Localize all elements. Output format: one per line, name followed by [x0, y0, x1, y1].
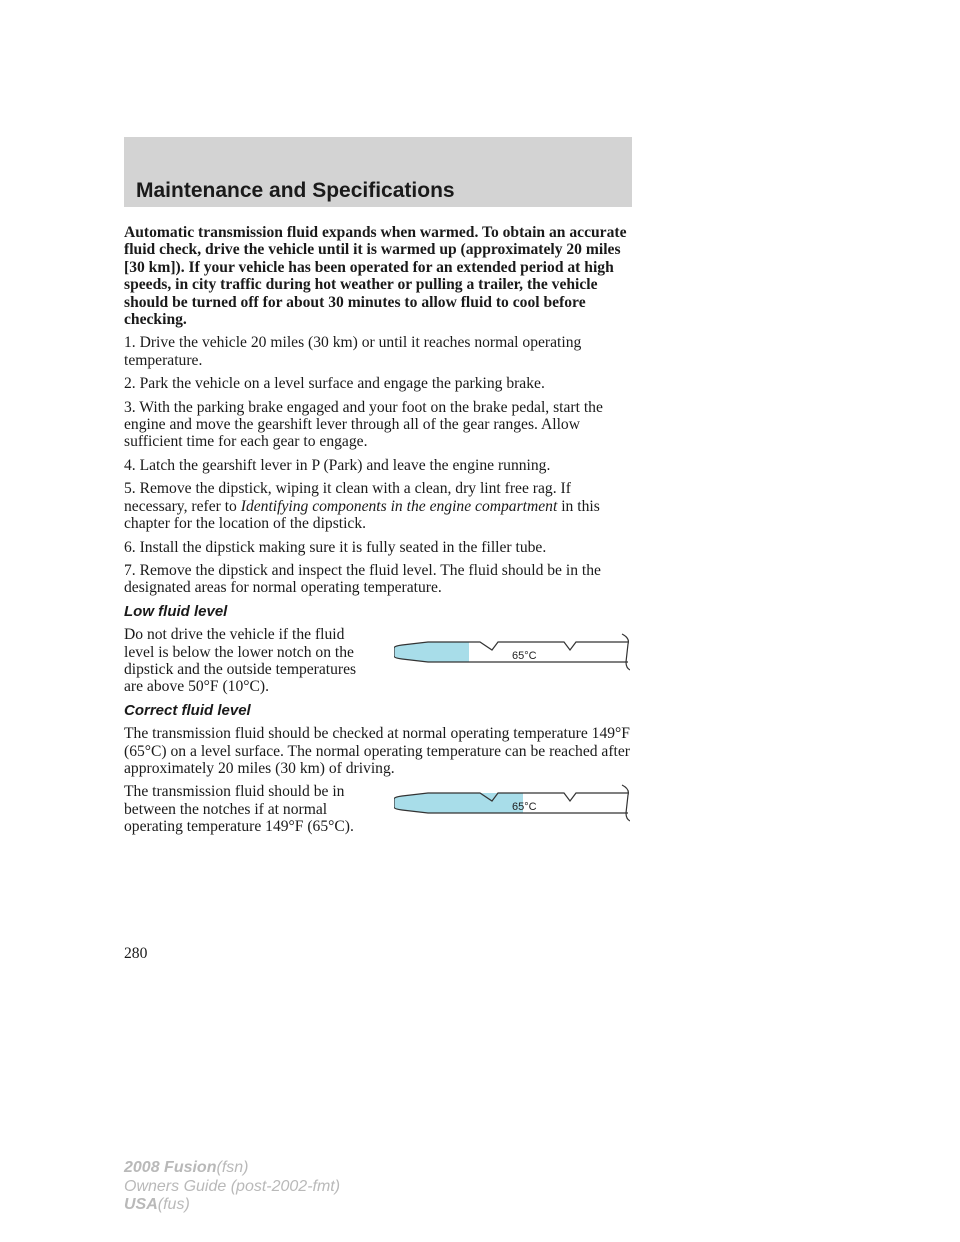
- step-4: 4. Latch the gearshift lever in P (Park) and leave the engine running.: [124, 456, 551, 474]
- footer-region-code: (fus): [157, 1196, 190, 1213]
- step-5-reference: Identifying components in the engine compartment: [240, 497, 558, 515]
- step-6: 6. Install the dipstick making sure it is fully seated in the filler tube.: [124, 538, 547, 556]
- step-7: 7. Remove the dipstick and inspect the fluid level. The fluid should be in the designated areas for normal operating temperature.: [124, 561, 601, 597]
- dipstick-correct-fill: [394, 793, 523, 813]
- footer-region: USA: [124, 1196, 158, 1213]
- footer-model-code: (fsn): [216, 1159, 249, 1176]
- dipstick-low-level-diagram: [394, 632, 630, 672]
- correct-fluid-heading: Correct fluid level: [124, 701, 251, 719]
- dipstick-correct-label: 65°C: [512, 801, 537, 814]
- step-5-text: 5. Remove the dipstick, wiping it clean with a clean, dry lint free rag. If necessary, refer to: [124, 480, 571, 515]
- dipstick-low-label: 65°C: [512, 650, 537, 663]
- step-5-text-end: in this chapter for the location of the dipstick.: [124, 497, 600, 533]
- footer-line-3: [124, 1196, 340, 1215]
- correct-fluid-text-1: The transmission fluid should be checked at normal operating temperature 149°F (65°C) on a level surface. The normal operating temperature can be reached after approximately 20 miles (30 km) of driving.: [124, 725, 630, 777]
- low-fluid-section: [124, 626, 636, 696]
- page-number: 280: [124, 945, 148, 962]
- footer-model: 2008 Fusion: [124, 1159, 217, 1176]
- page-content: [124, 224, 636, 842]
- low-fluid-heading: Low fluid level: [124, 602, 228, 620]
- step-2: 2. Park the vehicle on a level surface and engage the parking brake.: [124, 375, 545, 393]
- page-title: Maintenance and Specifications: [136, 179, 455, 202]
- footer: [124, 1159, 340, 1215]
- dipstick-correct-level-diagram: [394, 783, 630, 823]
- step-5: [124, 480, 636, 532]
- step-3: 3. With the parking brake engaged and your foot on the brake pedal, start the engine and move the gearshift lever through all of the gear ranges. Allow sufficient time for each gear to engage.: [124, 398, 603, 451]
- footer-line-1: [124, 1159, 340, 1178]
- low-fluid-text: Do not drive the vehicle if the fluid level is below the lower notch on the dipstick and the outside temperatures are above 50°F (10°C).: [124, 626, 357, 696]
- intro-paragraph: Automatic transmission fluid expands when warmed. To obtain an accurate fluid check, drive the vehicle until it is warmed up (approximately 20 miles [30 km]). If your vehicle has been operated for an extended period at high speeds, in city traffic during hot weather or pulling a trailer, the vehicle should be turned off for about 30 minutes to allow fluid to cool before checking.: [124, 224, 627, 329]
- correct-fluid-text-2: The transmission fluid should be in between the notches if at normal operating temperature 149°F (65°C).: [124, 783, 354, 836]
- correct-fluid-section: [124, 783, 636, 835]
- footer-guide: Owners Guide (post-2002-fmt): [124, 1177, 341, 1195]
- step-1: 1. Drive the vehicle 20 miles (30 km) or until it reaches normal operating temperature.: [124, 334, 582, 369]
